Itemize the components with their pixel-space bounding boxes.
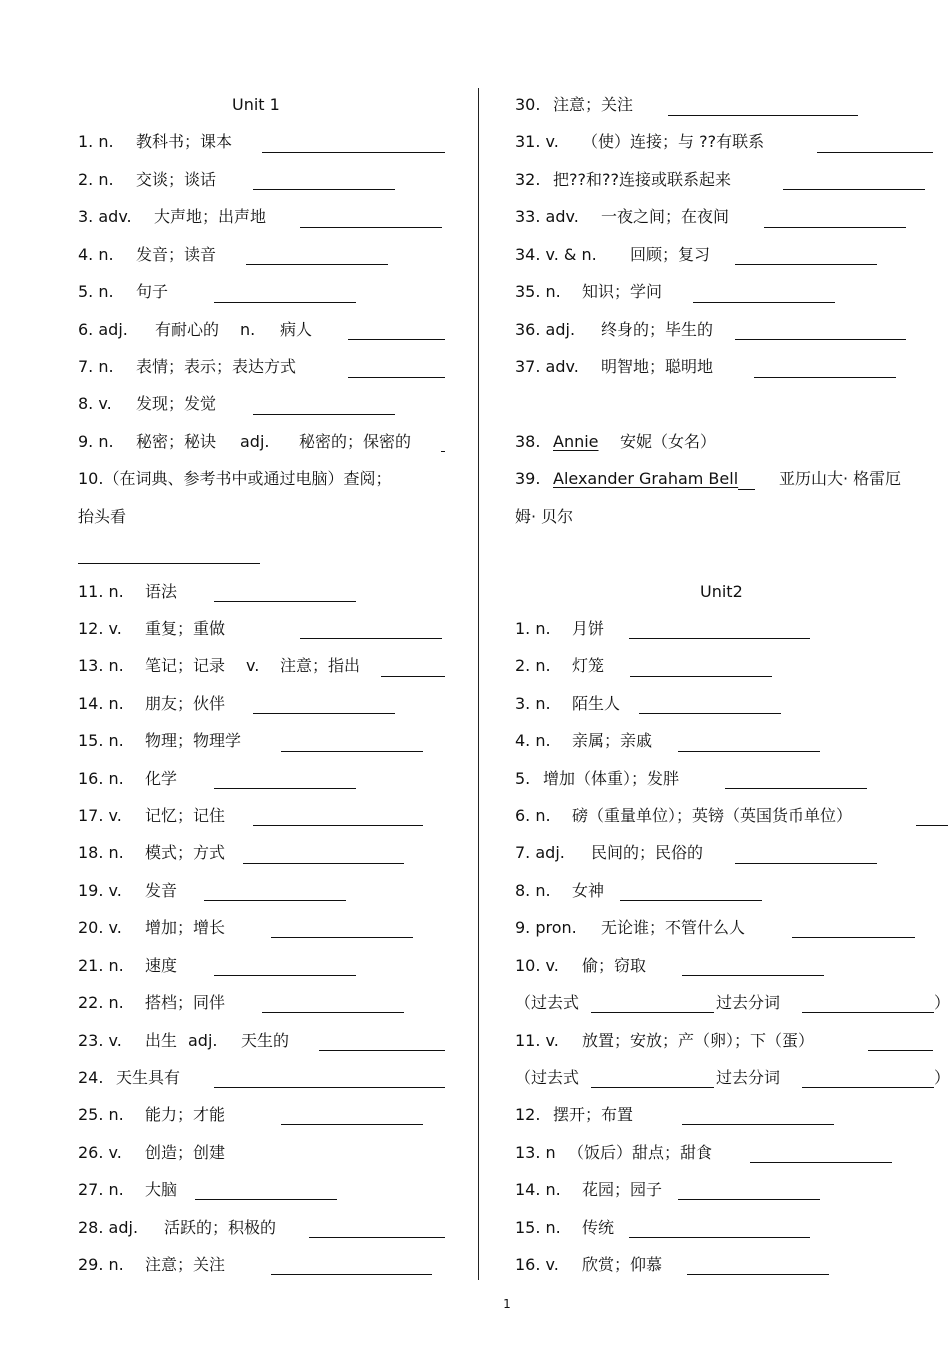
item-number: 37. adv. bbox=[515, 357, 579, 376]
item-number: 33. adv. bbox=[515, 207, 579, 226]
item-number: 4. n. bbox=[515, 731, 551, 750]
answer-blank[interactable] bbox=[253, 189, 395, 190]
item-definition: 磅（重量单位）；英镑（英国货币单位） bbox=[572, 806, 853, 825]
item-number: 23. v. bbox=[78, 1031, 122, 1050]
answer-blank[interactable] bbox=[668, 115, 858, 116]
item-definition: 亲属；亲戚 bbox=[572, 731, 653, 750]
item-number: 5. bbox=[515, 769, 531, 788]
item-definition: 模式；方式 bbox=[145, 843, 226, 862]
item-number: 11. v. bbox=[515, 1031, 559, 1050]
item-definition: 有耐心的 bbox=[155, 320, 220, 339]
answer-blank[interactable] bbox=[214, 302, 356, 303]
item-definition: 秘密；秘诀 bbox=[136, 432, 217, 451]
item-definition: 偷；窃取 bbox=[582, 956, 647, 975]
item-definition: 朋友；伙伴 bbox=[145, 694, 226, 713]
item-number: 8. v. bbox=[78, 394, 112, 413]
answer-blank[interactable] bbox=[262, 1012, 404, 1013]
item-number: 21. n. bbox=[78, 956, 124, 975]
item-definition: 知识；学问 bbox=[582, 282, 663, 301]
item-number: 18. n. bbox=[78, 843, 124, 862]
answer-blank[interactable] bbox=[271, 1274, 432, 1275]
item-definition: 亚历山大· 格雷厄 bbox=[779, 469, 902, 488]
item-definition: 记忆；记住 bbox=[145, 806, 226, 825]
item-definition: 陌生人 bbox=[572, 694, 621, 713]
item-number: 1. n. bbox=[78, 132, 114, 151]
item-number: 2. n. bbox=[78, 170, 114, 189]
item-definition-line1: 10.（在词典、参考书中或通过电脑）查阅； bbox=[78, 469, 392, 488]
item-number: 20. v. bbox=[78, 918, 122, 937]
answer-blank[interactable] bbox=[309, 1237, 445, 1238]
past-tense-blank[interactable] bbox=[591, 1087, 714, 1088]
item-number: 16. v. bbox=[515, 1255, 559, 1274]
item-definition: 笔记；记录 bbox=[145, 656, 226, 675]
item-number: 24. bbox=[78, 1068, 104, 1087]
item-number: 6. n. bbox=[515, 806, 551, 825]
item-number: 12. v. bbox=[78, 619, 122, 638]
answer-blank[interactable] bbox=[754, 377, 896, 378]
answer-blank[interactable] bbox=[300, 227, 442, 228]
answer-blank[interactable] bbox=[262, 152, 445, 153]
answer-blank[interactable] bbox=[253, 713, 395, 714]
item-number: 25. n. bbox=[78, 1105, 124, 1124]
item-number: 28. adj. bbox=[78, 1218, 139, 1237]
item-definition: 活跃的；积极的 bbox=[164, 1218, 277, 1237]
item-definition: 句子 bbox=[136, 282, 169, 301]
item-definition: 交谈；谈话 bbox=[136, 170, 217, 189]
item-number: 2. n. bbox=[515, 656, 551, 675]
item-number: 31. v. bbox=[515, 132, 559, 151]
item-number: 10. v. bbox=[515, 956, 559, 975]
item-definition: 放置；安放；产（卵）；下（蛋） bbox=[582, 1031, 815, 1050]
past-tense-label: （过去式 bbox=[515, 1068, 580, 1087]
answer-blank[interactable] bbox=[868, 1050, 933, 1051]
item-pos-2: n. bbox=[240, 320, 256, 339]
item-number: 38. bbox=[515, 432, 541, 451]
item-definition: 发音 bbox=[145, 881, 178, 900]
item-definition: 终身的；毕生的 bbox=[601, 320, 714, 339]
item-number: 6. adj. bbox=[78, 320, 128, 339]
answer-blank[interactable] bbox=[735, 264, 877, 265]
item-definition: 注意；关注 bbox=[145, 1255, 226, 1274]
item-definition: 女神 bbox=[572, 881, 605, 900]
answer-blank[interactable] bbox=[687, 1274, 829, 1275]
item-number: 3. n. bbox=[515, 694, 551, 713]
item-definition: 民间的；民俗的 bbox=[591, 843, 704, 862]
item-definition: 无论谁；不管什么人 bbox=[601, 918, 746, 937]
item-number: 27. n. bbox=[78, 1180, 124, 1199]
item-definition: 创造；创建 bbox=[145, 1143, 226, 1162]
answer-blank[interactable] bbox=[678, 1199, 820, 1200]
item-number: 34. v. & n. bbox=[515, 245, 597, 264]
answer-blank[interactable] bbox=[195, 1199, 337, 1200]
item-definition: 欣赏；仰慕 bbox=[582, 1255, 663, 1274]
answer-blank[interactable] bbox=[281, 1124, 423, 1125]
item-definition: 速度 bbox=[145, 956, 178, 975]
answer-blank[interactable] bbox=[750, 1162, 892, 1163]
item-definition: 天生具有 bbox=[116, 1068, 181, 1087]
item-number: 15. n. bbox=[515, 1218, 561, 1237]
item-definition: 教科书；课本 bbox=[136, 132, 233, 151]
item-number: 13. n bbox=[515, 1143, 556, 1162]
item-definition: 增加（体重）；发胖 bbox=[543, 769, 680, 788]
item-number: 1. n. bbox=[515, 619, 551, 638]
item-definition: （饭后）甜点；甜食 bbox=[568, 1143, 713, 1162]
item-definition-2: 病人 bbox=[280, 320, 313, 339]
item-definition: 发现；发觉 bbox=[136, 394, 217, 413]
item-number: 11. n. bbox=[78, 582, 124, 601]
item-number: 32. bbox=[515, 170, 541, 189]
item-definition: 把??和??连接或联系起来 bbox=[553, 170, 731, 189]
item-definition: 灯笼 bbox=[572, 656, 605, 675]
answer-blank[interactable] bbox=[243, 863, 404, 864]
answer-blank[interactable] bbox=[271, 937, 413, 938]
answer-blank[interactable] bbox=[764, 227, 906, 228]
item-definition: 增加；增长 bbox=[145, 918, 226, 937]
item-number: 14. n. bbox=[515, 1180, 561, 1199]
unit1-heading: Unit 1 bbox=[232, 95, 280, 114]
item-number: 22. n. bbox=[78, 993, 124, 1012]
item-number: 5. n. bbox=[78, 282, 114, 301]
item-number: 3. adv. bbox=[78, 207, 132, 226]
item-number: 13. n. bbox=[78, 656, 124, 675]
item-number: 7. n. bbox=[78, 357, 114, 376]
answer-blank[interactable] bbox=[629, 638, 810, 639]
item-number: 16. n. bbox=[78, 769, 124, 788]
item-number: 12. bbox=[515, 1105, 541, 1124]
answer-blank[interactable] bbox=[300, 638, 442, 639]
item-definition: 注意；关注 bbox=[553, 95, 634, 114]
item-number: 19. v. bbox=[78, 881, 122, 900]
item-number: 7. adj. bbox=[515, 843, 565, 862]
item-definition: 能力；才能 bbox=[145, 1105, 226, 1124]
answer-blank[interactable] bbox=[639, 713, 781, 714]
answer-blank[interactable] bbox=[253, 414, 395, 415]
past-participle-label: 过去分词 bbox=[716, 993, 781, 1012]
item-definition: 传统 bbox=[582, 1218, 615, 1237]
answer-blank[interactable] bbox=[348, 377, 445, 378]
answer-blank[interactable] bbox=[630, 676, 772, 677]
item-number: 4. n. bbox=[78, 245, 114, 264]
item-definition-2: 注意；指出 bbox=[280, 656, 361, 675]
item-number: 17. v. bbox=[78, 806, 122, 825]
past-participle-label: 过去分词 bbox=[716, 1068, 781, 1087]
item-definition: 摆开；布置 bbox=[553, 1105, 634, 1124]
item-pos-2: adj. bbox=[240, 432, 270, 451]
closing-paren: ） bbox=[934, 1068, 950, 1087]
answer-blank[interactable] bbox=[441, 451, 445, 452]
answer-blank[interactable] bbox=[735, 339, 906, 340]
item-number: 9. pron. bbox=[515, 918, 577, 937]
answer-blank[interactable] bbox=[78, 563, 260, 564]
answer-blank[interactable] bbox=[735, 863, 877, 864]
item-definition: 明智地；聪明地 bbox=[601, 357, 714, 376]
item-definition: 语法 bbox=[145, 582, 178, 601]
item-definition: 发音；读音 bbox=[136, 245, 217, 264]
answer-blank[interactable] bbox=[214, 601, 356, 602]
item-number: 15. n. bbox=[78, 731, 124, 750]
closing-paren: ） bbox=[934, 993, 950, 1012]
item-number: 39. bbox=[515, 469, 541, 488]
answer-blank[interactable] bbox=[693, 302, 835, 303]
answer-blank[interactable] bbox=[792, 937, 915, 938]
answer-blank[interactable] bbox=[817, 152, 933, 153]
answer-blank[interactable] bbox=[204, 900, 346, 901]
item-definition: 化学 bbox=[145, 769, 178, 788]
item-number: 30. bbox=[515, 95, 541, 114]
answer-blank[interactable] bbox=[214, 1087, 445, 1088]
answer-blank[interactable] bbox=[682, 975, 824, 976]
column-divider bbox=[478, 88, 479, 1280]
item-definition-2: 秘密的；保密的 bbox=[299, 432, 412, 451]
answer-blank[interactable] bbox=[678, 751, 820, 752]
item-number: 29. n. bbox=[78, 1255, 124, 1274]
answer-blank[interactable] bbox=[319, 1050, 445, 1051]
answer-blank[interactable] bbox=[916, 825, 948, 826]
item-definition: 表情；表示；表达方式 bbox=[136, 357, 297, 376]
item-definition: 大声地；出声地 bbox=[154, 207, 267, 226]
item-number: 36. adj. bbox=[515, 320, 576, 339]
item-pos-2: adj. bbox=[188, 1031, 218, 1050]
item-word: Alexander Graham Bell bbox=[553, 469, 739, 488]
item-definition: 重复；重做 bbox=[145, 619, 226, 638]
item-definition: 一夜之间；在夜间 bbox=[601, 207, 730, 226]
item-number: 8. n. bbox=[515, 881, 551, 900]
answer-blank[interactable] bbox=[214, 788, 356, 789]
item-pos-2: v. bbox=[246, 656, 260, 675]
unit2-heading: Unit2 bbox=[700, 582, 743, 601]
past-participle-blank[interactable] bbox=[802, 1012, 934, 1013]
item-number: 9. n. bbox=[78, 432, 114, 451]
item-definition-line2: 姆· 贝尔 bbox=[515, 507, 574, 526]
item-definition: 出生 bbox=[145, 1031, 178, 1050]
answer-blank[interactable] bbox=[246, 264, 388, 265]
answer-blank[interactable] bbox=[281, 751, 423, 752]
answer-blank[interactable] bbox=[253, 825, 423, 826]
item-number: 26. v. bbox=[78, 1143, 122, 1162]
item-definition: 月饼 bbox=[572, 619, 605, 638]
answer-blank[interactable] bbox=[783, 189, 925, 190]
item-number: 35. n. bbox=[515, 282, 561, 301]
page-number: 1 bbox=[503, 1297, 511, 1311]
item-definition: 花园；园子 bbox=[582, 1180, 663, 1199]
item-definition: 回顾；复习 bbox=[630, 245, 711, 264]
item-word: Annie bbox=[553, 432, 599, 451]
answer-blank[interactable] bbox=[629, 1237, 810, 1238]
item-definition: 搭档；同伴 bbox=[145, 993, 226, 1012]
answer-blank[interactable] bbox=[620, 900, 762, 901]
item-definition-2: 天生的 bbox=[241, 1031, 290, 1050]
answer-blank[interactable] bbox=[348, 339, 445, 340]
item-definition: 物理；物理学 bbox=[145, 731, 242, 750]
answer-blank[interactable] bbox=[682, 1124, 834, 1125]
item-definition: 大脑 bbox=[145, 1180, 178, 1199]
item-definition: 安妮（女名） bbox=[620, 432, 717, 451]
answer-blank[interactable] bbox=[381, 676, 445, 677]
past-participle-blank[interactable] bbox=[802, 1087, 934, 1088]
past-tense-label: （过去式 bbox=[515, 993, 580, 1012]
item-definition: （使）连接；与 ??有联系 bbox=[582, 132, 765, 151]
answer-blank[interactable] bbox=[725, 788, 867, 789]
past-tense-blank[interactable] bbox=[591, 1012, 714, 1013]
item-definition-line2: 抬头看 bbox=[78, 507, 127, 526]
item-number: 14. n. bbox=[78, 694, 124, 713]
answer-blank[interactable] bbox=[214, 975, 356, 976]
answer-blank[interactable] bbox=[738, 489, 755, 490]
